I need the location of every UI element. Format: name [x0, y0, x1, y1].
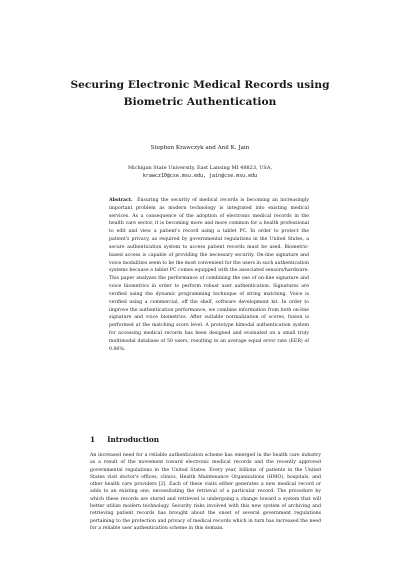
section-number: 1 [90, 435, 96, 444]
author-list: Stephen Krawczyk and Anil K. Jain [150, 145, 250, 151]
abstract [109, 197, 309, 354]
abstract-heading: Abstract. [109, 198, 133, 203]
author-emails: krawcz10@cse.msu.edu, jain@cse.msu.edu [142, 173, 258, 179]
affiliation: Michigan State University, East Lansing MI 48823, USA, [127, 165, 273, 171]
section-title: Introduction [107, 435, 160, 444]
title-line-2: Biometric Authentication [123, 96, 277, 108]
affiliation-block [60, 164, 340, 180]
title-line-1: Securing Electronic Medical Records using [70, 79, 330, 91]
abstract-text: Ensuring the security of medical records is becoming an increasingly important problem as modern technology is integrated into existing medical services. As a consequence of the adoption of electronic medical records in the health care sector, it is becoming more and more common for a health professional to edit and view a patient's record using a tablet PC. In order to protect the patient's privacy, as required by governmental regulations in the United States, a secure authentication system to access patient records must be used. Biometric-based access is capable of providing the necessary security. On-line signature and voice modalities seem to be the most convenient for the users in such authentication systems because a tablet PC comes equipped with the associated sensors/hardware. This paper analyzes the performance of combining the use of on-line signature and voice biometrics in order to perform robust user authentication. Signatures are verified using the dynamic programming technique of string matching. Voice is verified using a commercial, off the shelf, software development kit. In order to improve the authentication performance, we combine information from both on-line signature and voice biometrics. After suitable normalization of scores, fusion is performed at the matching score level. A prototype bimodal authentication system for accessing medical records has been designed and evaluated on a small truly multimodal database of 50 users, resulting in an average equal error rate (EER) of 0.86%. [109, 198, 310, 352]
paper-title [60, 77, 340, 111]
section-heading [90, 435, 159, 444]
section-body-text: An increased need for a reliable authentication scheme has emerged in the health care industry as a result of the movement toward electronic medical records and the recently approved governmental regulations in the United States. Every year, billions of patients in the United States visit doctor's offices, clinics, Health Maintenance Organizations (HMO), hospitals, and other health care providers [2]. Each of these visits either generates a new medical record or adds to an existing one, necessitating the retrieval of a particular record. The procedure by which these records are stored and retrieved is undergoing a change toward a system that will better utilize modern technology. Security risks involved with this new system of archiving and retrieving patient records has brought about the onset of several government regulations pertaining to the protection and privacy of medical records which in turn has increased the need for a reliable user authentication scheme in this domain. [90, 453, 321, 531]
